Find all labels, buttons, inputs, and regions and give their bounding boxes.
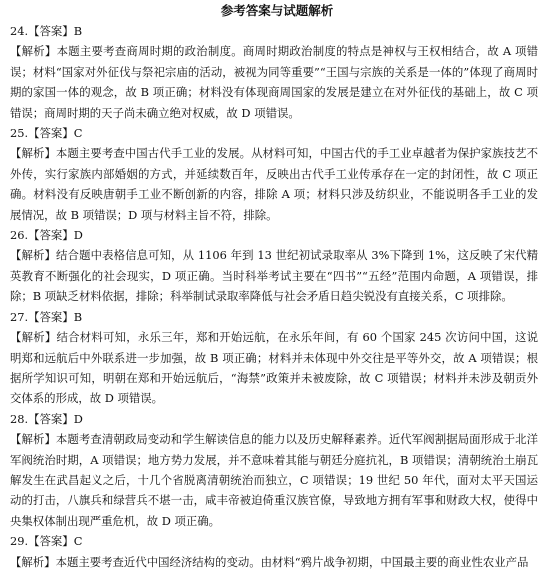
- answer-tag: 【答案】: [28, 411, 74, 426]
- analysis-paragraph: [10, 41, 538, 123]
- answer-value: B: [73, 24, 83, 38]
- analysis-paragraph: [10, 143, 538, 225]
- analysis-tag: 【解析】: [10, 554, 56, 569]
- answer-item-24: [10, 21, 538, 123]
- analysis-text: 结合题中表格信息可知，从 1106 年到 13 世纪初试录取率从 3%下降到 1%，这反映了宋代精英教育不断强化的社会现实，D 项正确。当时科举考试主要在“四书”“五经”范围内命题，A 项错误，排除；B 项缺乏材料依据，排除；科举制试录取率降低与社会矛盾日趋尖锐没有直接关系，C 项排除。: [10, 248, 538, 304]
- answer-line: [10, 409, 538, 429]
- answer-value: B: [73, 309, 83, 324]
- analysis-paragraph: [10, 552, 538, 572]
- analysis-text: 本题主要考查近代中国经济结构的变动。由材料“鸦片战争初期，中国最主要的商业性农业产品: [55, 554, 529, 569]
- analysis-paragraph: [10, 327, 538, 409]
- answer-line: [10, 225, 538, 245]
- analysis-tag: 【解析】: [10, 248, 57, 263]
- answer-line: [10, 123, 538, 143]
- answer-item-29: [10, 531, 538, 572]
- answer-tag: 【答案】: [28, 228, 74, 243]
- analysis-text: 结合材料可知，永乐三年，郑和开始远航，在永乐年间，有 60 个国家 245 次访问中国，这说明郑和远航后中外联系进一步加强，故 B 项正确；材料并未体现中外交往是平等外交，故 A 项错误；根据所学知识可知，明朝在郑和开始远航后，“海禁”政策并未被废除，故 C 项错误；材料并未涉及朝贡外交体系的形成，故 D 项错误。: [10, 330, 538, 406]
- answer-value: D: [73, 411, 83, 426]
- answer-item-28: [10, 409, 538, 531]
- question-number: 26.: [10, 228, 29, 243]
- analysis-paragraph: [10, 245, 538, 306]
- answer-value: C: [73, 126, 83, 141]
- question-number: 25.: [10, 126, 29, 141]
- analysis-tag: 【解析】: [10, 44, 57, 59]
- answer-item-25: [10, 123, 538, 225]
- answer-tag: 【答案】: [28, 24, 74, 38]
- analysis-tag: 【解析】: [10, 432, 56, 447]
- analysis-tag: 【解析】: [10, 146, 56, 161]
- question-number: 28.: [10, 411, 29, 426]
- analysis-text: 本题主要考查商周时期的政治制度。商周时期政治制度的特点是神权与王权相结合，故 A 项错误；材料“国家对外征伐与祭祀宗庙的活动，被视为同等重要”“王国与宗族的关系是一体的”体现了商周时期的家国一体的观念，故 B 项正确；材料没有体现商周国家的发展是建立在对外征伐的基础上，故 C 项错误；商周时期的天子尚未确立绝对权威，故 D 项错误。: [10, 44, 538, 120]
- analysis-text: 本题考查清朝政局变动和学生解读信息的能力以及历史解释素养。近代军阀割据局面形成于北洋军阀统治时期，A 项错误；地方势力发展，并不意味着其能与朝廷分庭抗礼，B 项错误；清朝统治土崩瓦解发生在武昌起义之后，十几个省脱离清朝统治而独立，C 项错误；19 世纪 50 年代，面对太平天国运动的打击，八旗兵和绿营兵不堪一击，咸丰帝被迫倚重汉族官僚，导致地方拥有军事和财政大权，使得中央集权体制出现严重危机，故 D 项正确。: [10, 432, 538, 528]
- answer-item-27: [10, 307, 538, 409]
- analysis-text: 本题主要考查中国古代手工业的发展。从材料可知，中国古代的手工业卓越者为保护家族技艺不外传，实行家族内部婚姻的方式，并延续数百年，反映出古代手工业传承存在一定的封闭性，故 C 项正确。材料没有反映唐朝手工业不断创新的内容，排除 A 项；材料只涉及纺织业，不能说明各手工业的发展情况，故 B 项错误；D 项与材料主旨不符，排除。: [10, 146, 538, 222]
- answer-value: C: [73, 534, 83, 549]
- answer-tag: 【答案】: [28, 126, 74, 141]
- answer-item-26: [10, 225, 538, 307]
- question-number: 27.: [10, 309, 29, 324]
- question-number: 24.: [10, 24, 29, 38]
- answer-tag: 【答案】: [28, 534, 74, 549]
- page-title: 参考答案与试题解析: [220, 3, 334, 18]
- answer-line: [10, 531, 538, 551]
- answer-value: D: [73, 228, 83, 243]
- answer-tag: 【答案】: [28, 309, 74, 324]
- analysis-paragraph: [10, 429, 538, 531]
- answer-line: [10, 21, 538, 41]
- answer-line: [10, 307, 538, 327]
- question-number: 29.: [10, 534, 29, 549]
- analysis-tag: 【解析】: [10, 330, 57, 345]
